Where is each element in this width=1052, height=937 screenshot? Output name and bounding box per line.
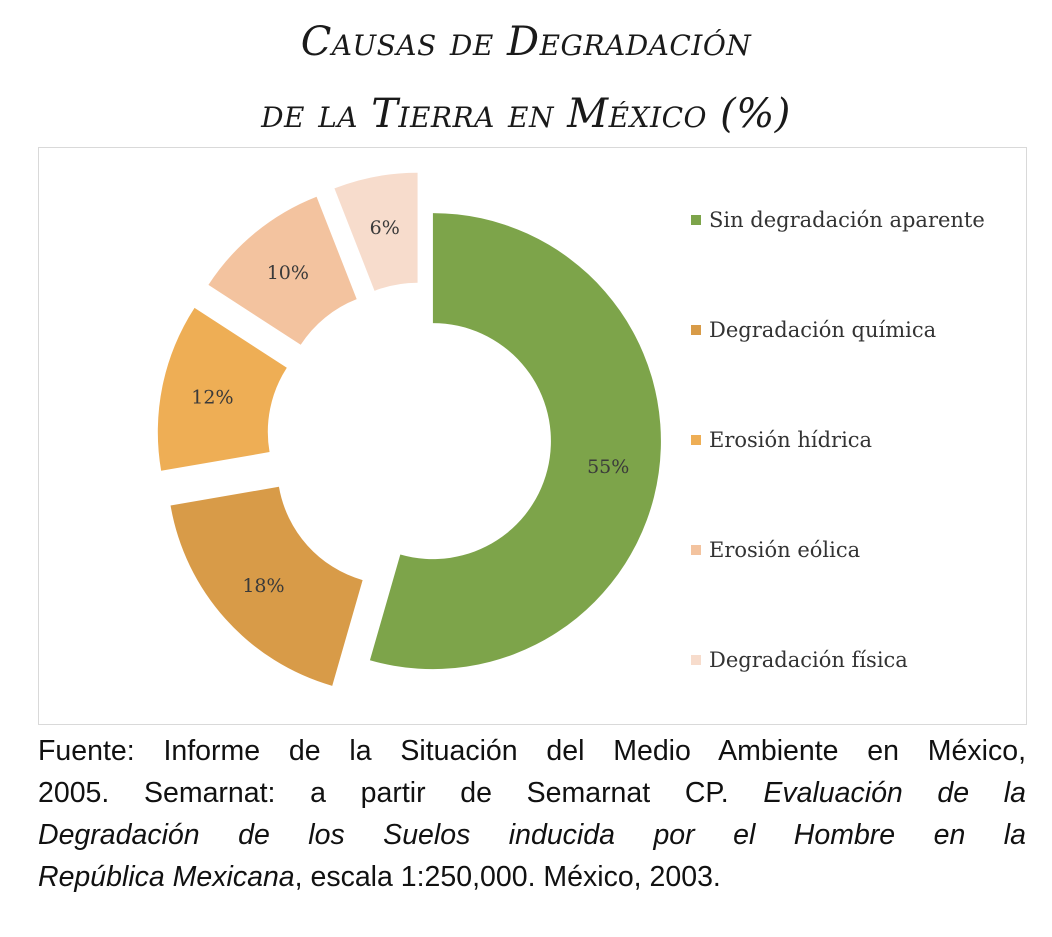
chart-area xyxy=(38,147,1027,725)
legend-label: Erosión eólica xyxy=(709,538,861,562)
legend-item-erosion-eolica xyxy=(691,536,860,564)
source-note xyxy=(38,730,1026,898)
source-text: Fuente: Informe de la Situación del Medio Ambiente en México, xyxy=(38,735,1026,767)
source-text: 2005. Semarnat: a partir de Semarnat CP. xyxy=(38,777,764,809)
legend-label: Degradación química xyxy=(709,318,937,342)
data-label-erosion-hidrica: 12% xyxy=(191,386,234,409)
data-label-erosion-eolica: 10% xyxy=(266,261,309,284)
legend-item-degradacion-fisica xyxy=(691,646,908,674)
legend-swatch xyxy=(691,215,701,225)
legend-item-degradacion-quimica xyxy=(691,316,936,344)
source-title-italic: Evaluación de la xyxy=(763,777,1026,809)
source-title-italic: Degradación de los Suelos inducida por el Hombre en la xyxy=(38,819,1026,851)
source-title-italic: República Mexicana xyxy=(38,861,295,893)
source-line-4 xyxy=(38,856,1026,898)
chart-title-line-1: Causas de Degradación xyxy=(300,19,752,65)
chart-title-line-2: de la Tierra en México (%) xyxy=(261,91,791,137)
data-label-sin-degradacion-aparente: 55% xyxy=(587,455,630,478)
source-text: , escala 1:250,000. México, 2003. xyxy=(294,861,721,893)
data-label-degradacion-fisica: 6% xyxy=(369,216,400,239)
legend-label: Sin degradación aparente xyxy=(709,208,985,232)
legend-swatch xyxy=(691,655,701,665)
legend-swatch xyxy=(691,435,701,445)
legend-swatch xyxy=(691,325,701,335)
legend-item-erosion-hidrica xyxy=(691,426,872,454)
legend-label: Erosión hídrica xyxy=(709,428,873,452)
source-line-1 xyxy=(38,730,1026,772)
legend-swatch xyxy=(691,545,701,555)
legend-label: Degradación física xyxy=(709,648,908,672)
source-line-2 xyxy=(38,772,1026,814)
data-label-degradacion-quimica: 18% xyxy=(242,574,285,597)
chart-legend xyxy=(691,148,1021,724)
source-line-3 xyxy=(38,814,1026,856)
chart-title xyxy=(0,6,1052,150)
legend-item-sin-degradacion-aparente xyxy=(691,206,985,234)
